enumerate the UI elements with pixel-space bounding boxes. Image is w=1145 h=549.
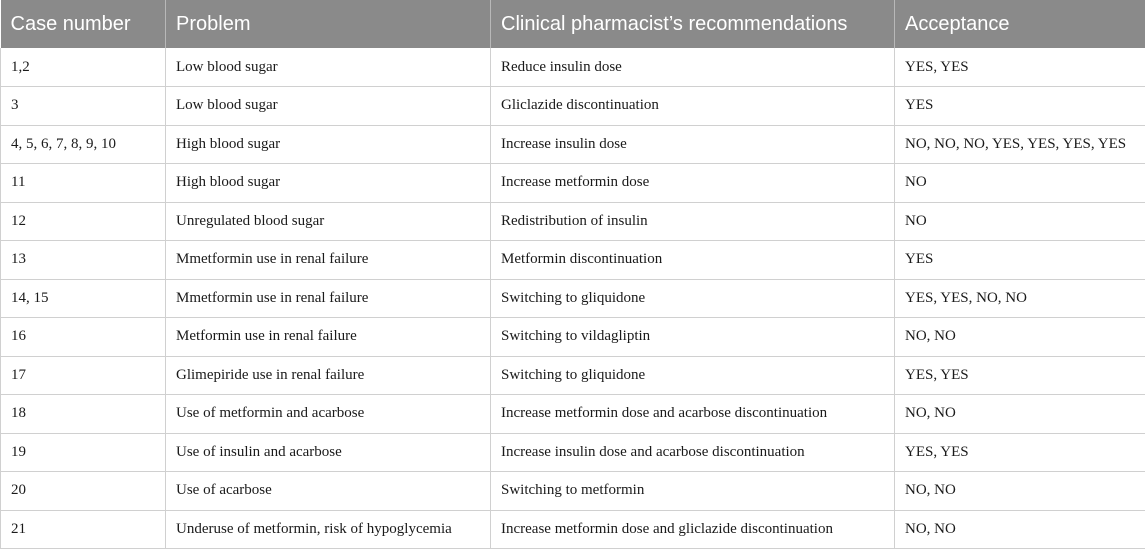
cell-acceptance: YES, YES — [895, 356, 1145, 395]
table-row — [1, 87, 1145, 126]
cell-case-number: 11 — [1, 164, 166, 203]
cell-acceptance: NO, NO — [895, 395, 1145, 434]
cell-recommendation: Redistribution of insulin — [491, 202, 895, 241]
cell-case-number: 18 — [1, 395, 166, 434]
cell-case-number: 13 — [1, 241, 166, 280]
cell-acceptance: YES, YES — [895, 433, 1145, 472]
table-row — [1, 356, 1145, 395]
table-row — [1, 433, 1145, 472]
header-problem: Problem — [166, 0, 491, 48]
cell-problem: Underuse of metformin, risk of hypoglycemia — [166, 510, 491, 549]
table-row — [1, 279, 1145, 318]
cell-case-number: 17 — [1, 356, 166, 395]
cell-recommendation: Gliclazide discontinuation — [491, 87, 895, 126]
cell-recommendation: Increase metformin dose and gliclazide discontinuation — [491, 510, 895, 549]
cell-recommendation: Reduce insulin dose — [491, 48, 895, 87]
cell-acceptance: YES, YES, NO, NO — [895, 279, 1145, 318]
cell-problem: Glimepiride use in renal failure — [166, 356, 491, 395]
table-row — [1, 318, 1145, 357]
cell-problem: Mmetformin use in renal failure — [166, 279, 491, 318]
cell-problem: Use of acarbose — [166, 472, 491, 511]
cell-problem: Low blood sugar — [166, 87, 491, 126]
cell-acceptance: NO, NO — [895, 318, 1145, 357]
cell-case-number: 14, 15 — [1, 279, 166, 318]
table-header — [1, 0, 1145, 48]
cell-acceptance: NO, NO — [895, 472, 1145, 511]
header-row — [1, 0, 1145, 48]
cell-acceptance: NO, NO — [895, 510, 1145, 549]
cell-case-number: 19 — [1, 433, 166, 472]
cell-problem: Use of insulin and acarbose — [166, 433, 491, 472]
cell-recommendation: Increase metformin dose and acarbose discontinuation — [491, 395, 895, 434]
cell-case-number: 20 — [1, 472, 166, 511]
cell-acceptance: YES — [895, 241, 1145, 280]
cell-case-number: 12 — [1, 202, 166, 241]
cell-recommendation: Switching to gliquidone — [491, 279, 895, 318]
table-row — [1, 125, 1145, 164]
header-acceptance: Acceptance — [895, 0, 1145, 48]
cell-case-number: 16 — [1, 318, 166, 357]
table-row — [1, 164, 1145, 203]
table-row — [1, 202, 1145, 241]
table-row — [1, 241, 1145, 280]
cell-problem: Unregulated blood sugar — [166, 202, 491, 241]
cell-problem: High blood sugar — [166, 125, 491, 164]
cell-acceptance: YES — [895, 87, 1145, 126]
cell-problem: Low blood sugar — [166, 48, 491, 87]
cell-acceptance: NO — [895, 202, 1145, 241]
cell-recommendation: Metformin discontinuation — [491, 241, 895, 280]
cell-recommendation: Increase insulin dose — [491, 125, 895, 164]
cell-case-number: 4, 5, 6, 7, 8, 9, 10 — [1, 125, 166, 164]
cell-problem: High blood sugar — [166, 164, 491, 203]
cell-acceptance: YES, YES — [895, 48, 1145, 87]
cell-problem: Use of metformin and acarbose — [166, 395, 491, 434]
cell-recommendation: Switching to metformin — [491, 472, 895, 511]
table-row — [1, 510, 1145, 549]
table-row — [1, 472, 1145, 511]
cell-acceptance: NO, NO, NO, YES, YES, YES, YES — [895, 125, 1145, 164]
cell-recommendation: Increase insulin dose and acarbose discontinuation — [491, 433, 895, 472]
cell-case-number: 1,2 — [1, 48, 166, 87]
cell-acceptance: NO — [895, 164, 1145, 203]
cell-case-number: 3 — [1, 87, 166, 126]
header-case-number: Case number — [1, 0, 166, 48]
cell-problem: Metformin use in renal failure — [166, 318, 491, 357]
table-row — [1, 48, 1145, 87]
table-body — [1, 48, 1145, 549]
cell-recommendation: Switching to gliquidone — [491, 356, 895, 395]
cell-recommendation: Increase metformin dose — [491, 164, 895, 203]
table-row — [1, 395, 1145, 434]
cell-problem: Mmetformin use in renal failure — [166, 241, 491, 280]
cell-case-number: 21 — [1, 510, 166, 549]
cell-recommendation: Switching to vildagliptin — [491, 318, 895, 357]
header-recommendations: Clinical pharmacist’s recommendations — [491, 0, 895, 48]
